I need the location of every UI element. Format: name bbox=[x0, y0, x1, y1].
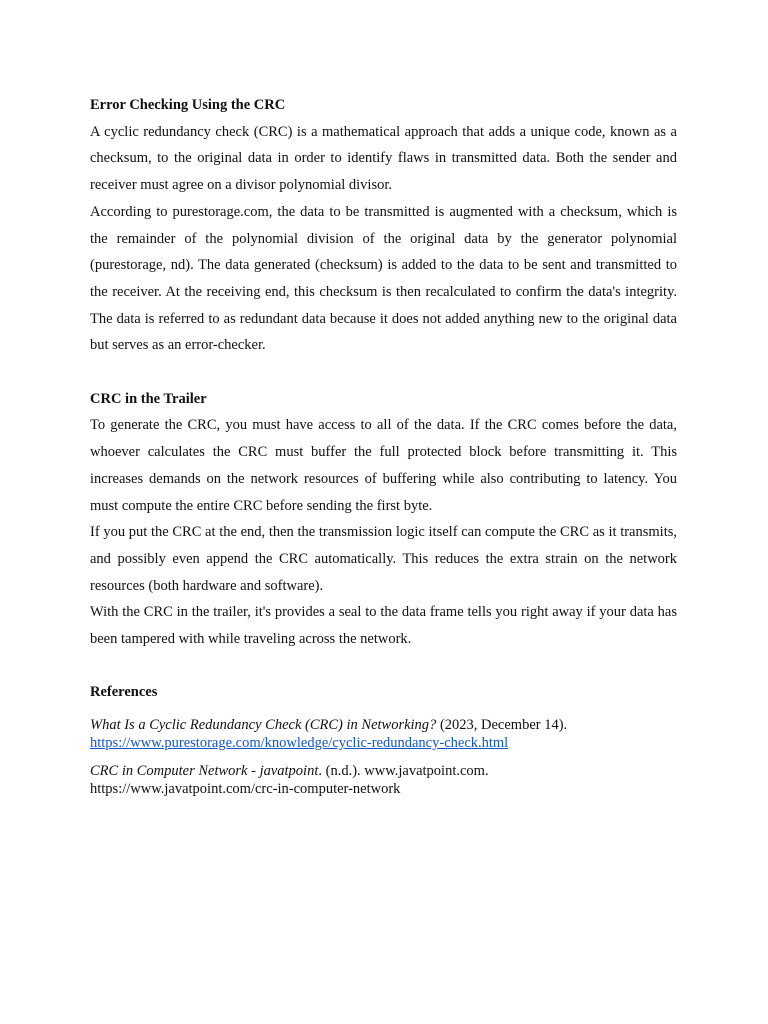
reference-details: . (n.d.). www.javatpoint.com. bbox=[318, 763, 489, 780]
spacer bbox=[90, 653, 677, 680]
reference-url: https://www.javatpoint.com/crc-in-computer-network bbox=[90, 781, 401, 798]
document-page bbox=[90, 92, 677, 798]
reference-details: (2023, December 14). bbox=[436, 717, 568, 734]
paragraph: To generate the CRC, you must have access to all of the data. If the CRC comes before the data, whoever calculates the CRC must buffer the full protected block before transmitting it. This increases demands on the network resources of buffering while also contributing to latency. You must compute the entire CRC before sending the first byte. bbox=[90, 417, 677, 514]
paragraph: If you put the CRC at the end, then the transmission logic itself can compute the CRC as it transmits, and possibly even append the CRC automatically. This reduces the extra strain on the network resources (both hardware and software). bbox=[90, 524, 677, 594]
references-heading: References bbox=[90, 684, 158, 701]
reference-citation bbox=[90, 716, 677, 734]
reference-title: CRC in Computer Network - javatpoint bbox=[90, 763, 319, 780]
paragraph: With the CRC in the trailer, it's provides a seal to the data frame tells you right away if your data has been tampered with while traveling across the network. bbox=[90, 604, 677, 648]
paragraph: A cyclic redundancy check (CRC) is a mathematical approach that adds a unique code, known as a checksum, to the original data in order to identify flaws in transmitted data. Both the sender and receiver must agree on a divisor polynomial divisor. bbox=[90, 123, 677, 194]
spacer bbox=[90, 359, 677, 386]
reference-title: What Is a Cyclic Redundancy Check (CRC) in Networking? bbox=[90, 717, 437, 734]
paragraph: According to purestorage.com, the data to be transmitted is augmented with a checksum, which is the remainder of the polynomial division of the original data by the generator polynomial (purestorage, nd). The data generated (checksum) is added to the data to be sent and transmitted to the receiver. At the receiving end, this checksum is then recalculated to confirm the data's integrity. The data is referred to as redundant data because it does not added anything new to the original data but serves as an error-checker. bbox=[90, 203, 677, 354]
reference-entry bbox=[90, 762, 677, 798]
section-heading-error-checking: Error Checking Using the CRC bbox=[90, 97, 286, 113]
reference-citation bbox=[90, 762, 677, 780]
reference-entry bbox=[90, 716, 677, 752]
reference-link[interactable]: https://www.purestorage.com/knowledge/cyclic-redundancy-check.html bbox=[90, 735, 509, 752]
section-heading-crc-trailer: CRC in the Trailer bbox=[90, 390, 207, 407]
